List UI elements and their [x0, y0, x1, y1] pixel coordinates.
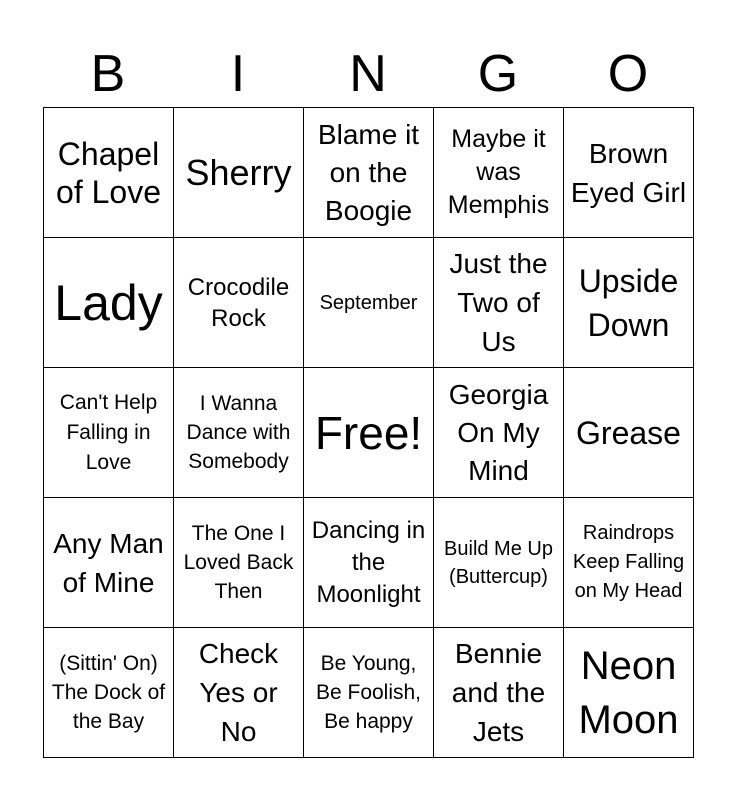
cell-label: Sherry — [185, 151, 292, 193]
bingo-cell[interactable] — [564, 108, 694, 238]
header-letter-n: N — [349, 45, 387, 103]
free-space-label: Free! — [314, 406, 423, 459]
cell-label: Upside Down — [578, 262, 679, 343]
bingo-cell[interactable] — [564, 238, 694, 368]
bingo-cell[interactable] — [174, 498, 304, 628]
bingo-cell[interactable] — [44, 368, 174, 498]
bingo-cell[interactable] — [174, 108, 304, 238]
bingo-grid — [43, 107, 694, 758]
bingo-cell[interactable] — [174, 238, 304, 368]
cell-label: September — [319, 291, 418, 314]
header-letter-o: O — [607, 45, 649, 103]
cell-label: Lady — [54, 274, 163, 331]
cell-label: Be Young, Be Foolish, Be happy — [315, 652, 422, 733]
bingo-cell[interactable] — [434, 628, 564, 758]
bingo-cell[interactable] — [44, 498, 174, 628]
bingo-cell free-space[interactable] — [304, 368, 434, 498]
cell-label: The One I Loved Back Then — [183, 522, 294, 603]
bingo-cell[interactable] — [564, 368, 694, 498]
cell-label: Blame it on the Boogie — [317, 118, 420, 226]
bingo-cell[interactable] — [434, 498, 564, 628]
grid-row — [44, 238, 694, 368]
bingo-cell[interactable] — [174, 368, 304, 498]
grid-row — [44, 498, 694, 628]
header-letter-b: B — [90, 45, 126, 103]
cell-label: Just the Two of Us — [449, 248, 548, 357]
cell-label: Neon Moon — [578, 643, 679, 742]
header-letter-i: I — [230, 45, 246, 103]
header-letter-g: G — [477, 45, 519, 103]
bingo-cell[interactable] — [434, 368, 564, 498]
cell-label: (Sittin' On) The Dock of the Bay — [51, 652, 166, 733]
bingo-cell[interactable] — [44, 238, 174, 368]
grid-row — [44, 368, 694, 498]
cell-label: I Wanna Dance with Somebody — [186, 392, 291, 473]
bingo-cell[interactable] — [304, 628, 434, 758]
grid-row — [44, 628, 694, 758]
cell-label: Bennie and the Jets — [451, 638, 546, 747]
cell-label: Raindrops Keep Falling on My Head — [572, 522, 685, 602]
cell-label: Maybe it was Memphis — [447, 125, 550, 219]
bingo-cell[interactable] — [564, 498, 694, 628]
cell-label: Any Man of Mine — [53, 527, 164, 598]
cell-label: Brown Eyed Girl — [570, 137, 687, 208]
bingo-cell[interactable] — [174, 628, 304, 758]
bingo-cell[interactable] — [434, 108, 564, 238]
bingo-cell[interactable] — [304, 238, 434, 368]
bingo-header — [43, 42, 693, 106]
cell-label: Check Yes or No — [198, 638, 279, 747]
grid-row — [44, 108, 694, 238]
cell-label: Dancing in the Moonlight — [311, 516, 426, 608]
bingo-cell[interactable] — [304, 498, 434, 628]
bingo-cell[interactable] — [44, 108, 174, 238]
bingo-cell[interactable] — [304, 108, 434, 238]
cell-label: Crocodile Rock — [187, 273, 290, 332]
cell-label: Build Me Up (Buttercup) — [444, 537, 553, 588]
bingo-cell[interactable] — [434, 238, 564, 368]
bingo-cell[interactable] — [44, 628, 174, 758]
cell-label: Grease — [576, 414, 681, 451]
cell-label: Chapel of Love — [56, 135, 161, 210]
bingo-cell[interactable] — [564, 628, 694, 758]
cell-label: Can't Help Falling in Love — [59, 390, 158, 474]
cell-label: Georgia On My Mind — [448, 378, 549, 486]
